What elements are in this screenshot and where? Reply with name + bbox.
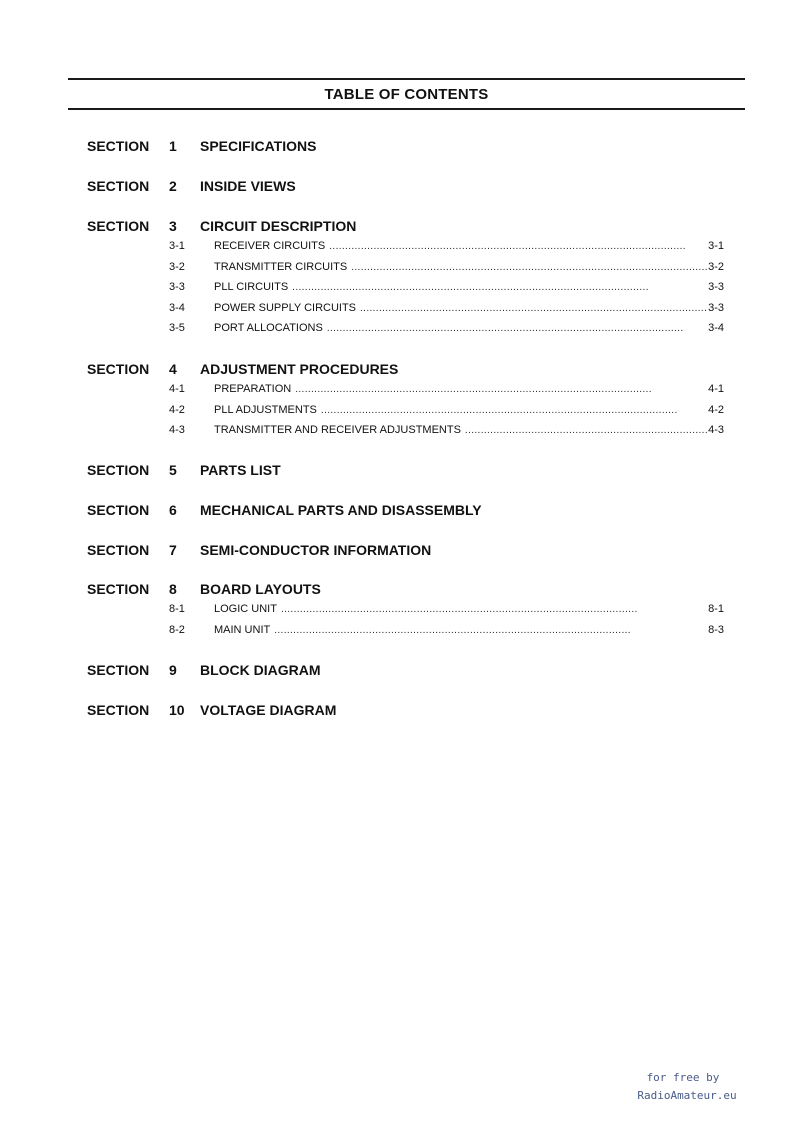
section-row[interactable]: [0, 138, 795, 156]
section-row[interactable]: [0, 502, 795, 520]
subsection-page-number: 3-3: [708, 281, 724, 294]
subsection-number: 4-3: [169, 424, 185, 437]
subsection-line: [214, 624, 724, 636]
section-row[interactable]: [0, 218, 795, 236]
subsection-page-number: 4-2: [708, 403, 724, 416]
subsection-row[interactable]: [0, 302, 795, 316]
top-rule: [68, 78, 745, 80]
subsection-row[interactable]: [0, 424, 795, 438]
footer-credit: for free by: [646, 1071, 720, 1084]
section-number: 3: [169, 218, 177, 234]
subsection-row[interactable]: [0, 624, 795, 638]
subsection-page-number: 3-1: [708, 240, 724, 252]
subsection-title: PORT ALLOCATIONS: [214, 322, 323, 335]
subsection-number: 3-5: [169, 322, 185, 335]
subsection-page-number: 8-3: [708, 623, 724, 636]
section-word: SECTION: [87, 702, 150, 718]
subsection-page-number: 3-2: [708, 260, 724, 273]
section-word: SECTION: [87, 178, 150, 194]
subsection-row[interactable]: [0, 322, 795, 336]
section-row[interactable]: [0, 542, 795, 560]
subsection-line: [214, 261, 724, 273]
subsection-number: 3-1: [169, 240, 185, 252]
dot-leader: [281, 604, 707, 615]
section-number: 2: [169, 178, 177, 194]
subsection-line: [214, 281, 724, 293]
page-title: TABLE OF CONTENTS: [324, 86, 489, 103]
subsection-title: PREPARATION: [214, 383, 292, 395]
subsection-number: 3-2: [169, 260, 185, 273]
footer-site: RadioAmateur.eu: [637, 1089, 737, 1102]
section-row[interactable]: [0, 178, 795, 196]
dot-leader: [327, 323, 707, 334]
section-number: 7: [169, 542, 177, 558]
subsection-line: [214, 603, 724, 615]
section-title: PARTS LIST: [200, 462, 281, 478]
section-word: SECTION: [87, 218, 150, 234]
section-title: SEMI-CONDUCTOR INFORMATION: [200, 542, 432, 558]
subsection-row[interactable]: [0, 383, 795, 397]
dot-leader: [465, 425, 707, 436]
subsection-number: 4-1: [169, 383, 185, 395]
dot-leader: [274, 625, 707, 636]
section-title: BLOCK DIAGRAM: [200, 662, 321, 678]
section-row[interactable]: [0, 662, 795, 680]
section-title: SPECIFICATIONS: [200, 138, 317, 154]
subsection-line: [214, 322, 724, 334]
subsection-line: [214, 383, 724, 395]
subsection-title: MAIN UNIT: [214, 623, 271, 636]
subsection-page-number: 3-3: [708, 301, 724, 314]
section-number: 1: [169, 138, 177, 154]
subsection-title: TRANSMITTER AND RECEIVER ADJUSTMENTS: [214, 424, 461, 437]
subsection-row[interactable]: [0, 404, 795, 418]
subsection-title: TRANSMITTER CIRCUITS: [214, 260, 348, 273]
section-number: 5: [169, 462, 177, 478]
section-row[interactable]: [0, 702, 795, 720]
section-title: ADJUSTMENT PROCEDURES: [200, 361, 399, 377]
section-row[interactable]: [0, 462, 795, 480]
section-title: BOARD LAYOUTS: [200, 581, 321, 597]
section-word: SECTION: [87, 138, 150, 154]
subsection-row[interactable]: [0, 240, 795, 254]
subsection-row[interactable]: [0, 261, 795, 275]
subsection-number: 4-2: [169, 403, 185, 416]
section-word: SECTION: [87, 581, 150, 597]
subsection-page-number: 8-1: [708, 603, 724, 615]
subsection-title: LOGIC UNIT: [214, 603, 277, 615]
dot-leader: [321, 405, 707, 416]
subsection-number: 8-1: [169, 603, 185, 615]
subsection-number: 3-4: [169, 301, 185, 314]
section-title: INSIDE VIEWS: [200, 178, 296, 194]
subsection-page-number: 3-4: [708, 322, 724, 335]
section-row[interactable]: [0, 361, 795, 379]
section-number: 4: [169, 361, 177, 377]
section-word: SECTION: [87, 502, 150, 518]
section-row[interactable]: [0, 581, 795, 599]
subsection-title: PLL ADJUSTMENTS: [214, 403, 317, 416]
subsection-line: [214, 302, 724, 314]
section-number: 9: [169, 662, 177, 678]
subsection-line: [214, 404, 724, 416]
section-number: 6: [169, 502, 177, 518]
section-word: SECTION: [87, 662, 150, 678]
subsection-number: 3-3: [169, 281, 185, 294]
section-word: SECTION: [87, 542, 150, 558]
subsection-line: [214, 424, 724, 436]
section-number: 8: [169, 581, 177, 597]
subsection-row[interactable]: [0, 603, 795, 617]
subsection-number: 8-2: [169, 623, 185, 636]
section-number: 10: [169, 702, 185, 718]
subsection-row[interactable]: [0, 281, 795, 295]
dot-leader: [351, 262, 707, 273]
subsection-page-number: 4-1: [708, 383, 724, 395]
section-title: VOLTAGE DIAGRAM: [200, 702, 337, 718]
subsection-page-number: 4-3: [708, 424, 724, 437]
section-title: MECHANICAL PARTS AND DISASSEMBLY: [200, 502, 482, 518]
section-word: SECTION: [87, 361, 150, 377]
subsection-line: [214, 240, 724, 252]
subsection-title: RECEIVER CIRCUITS: [214, 240, 326, 252]
section-title: CIRCUIT DESCRIPTION: [200, 218, 357, 234]
subsection-title: POWER SUPPLY CIRCUITS: [214, 301, 357, 314]
dot-leader: [292, 282, 707, 293]
dot-leader: [295, 384, 707, 395]
subsection-title: PLL CIRCUITS: [214, 281, 289, 294]
section-word: SECTION: [87, 462, 150, 478]
bottom-rule: [68, 108, 745, 110]
dot-leader: [360, 303, 707, 314]
dot-leader: [329, 241, 707, 252]
